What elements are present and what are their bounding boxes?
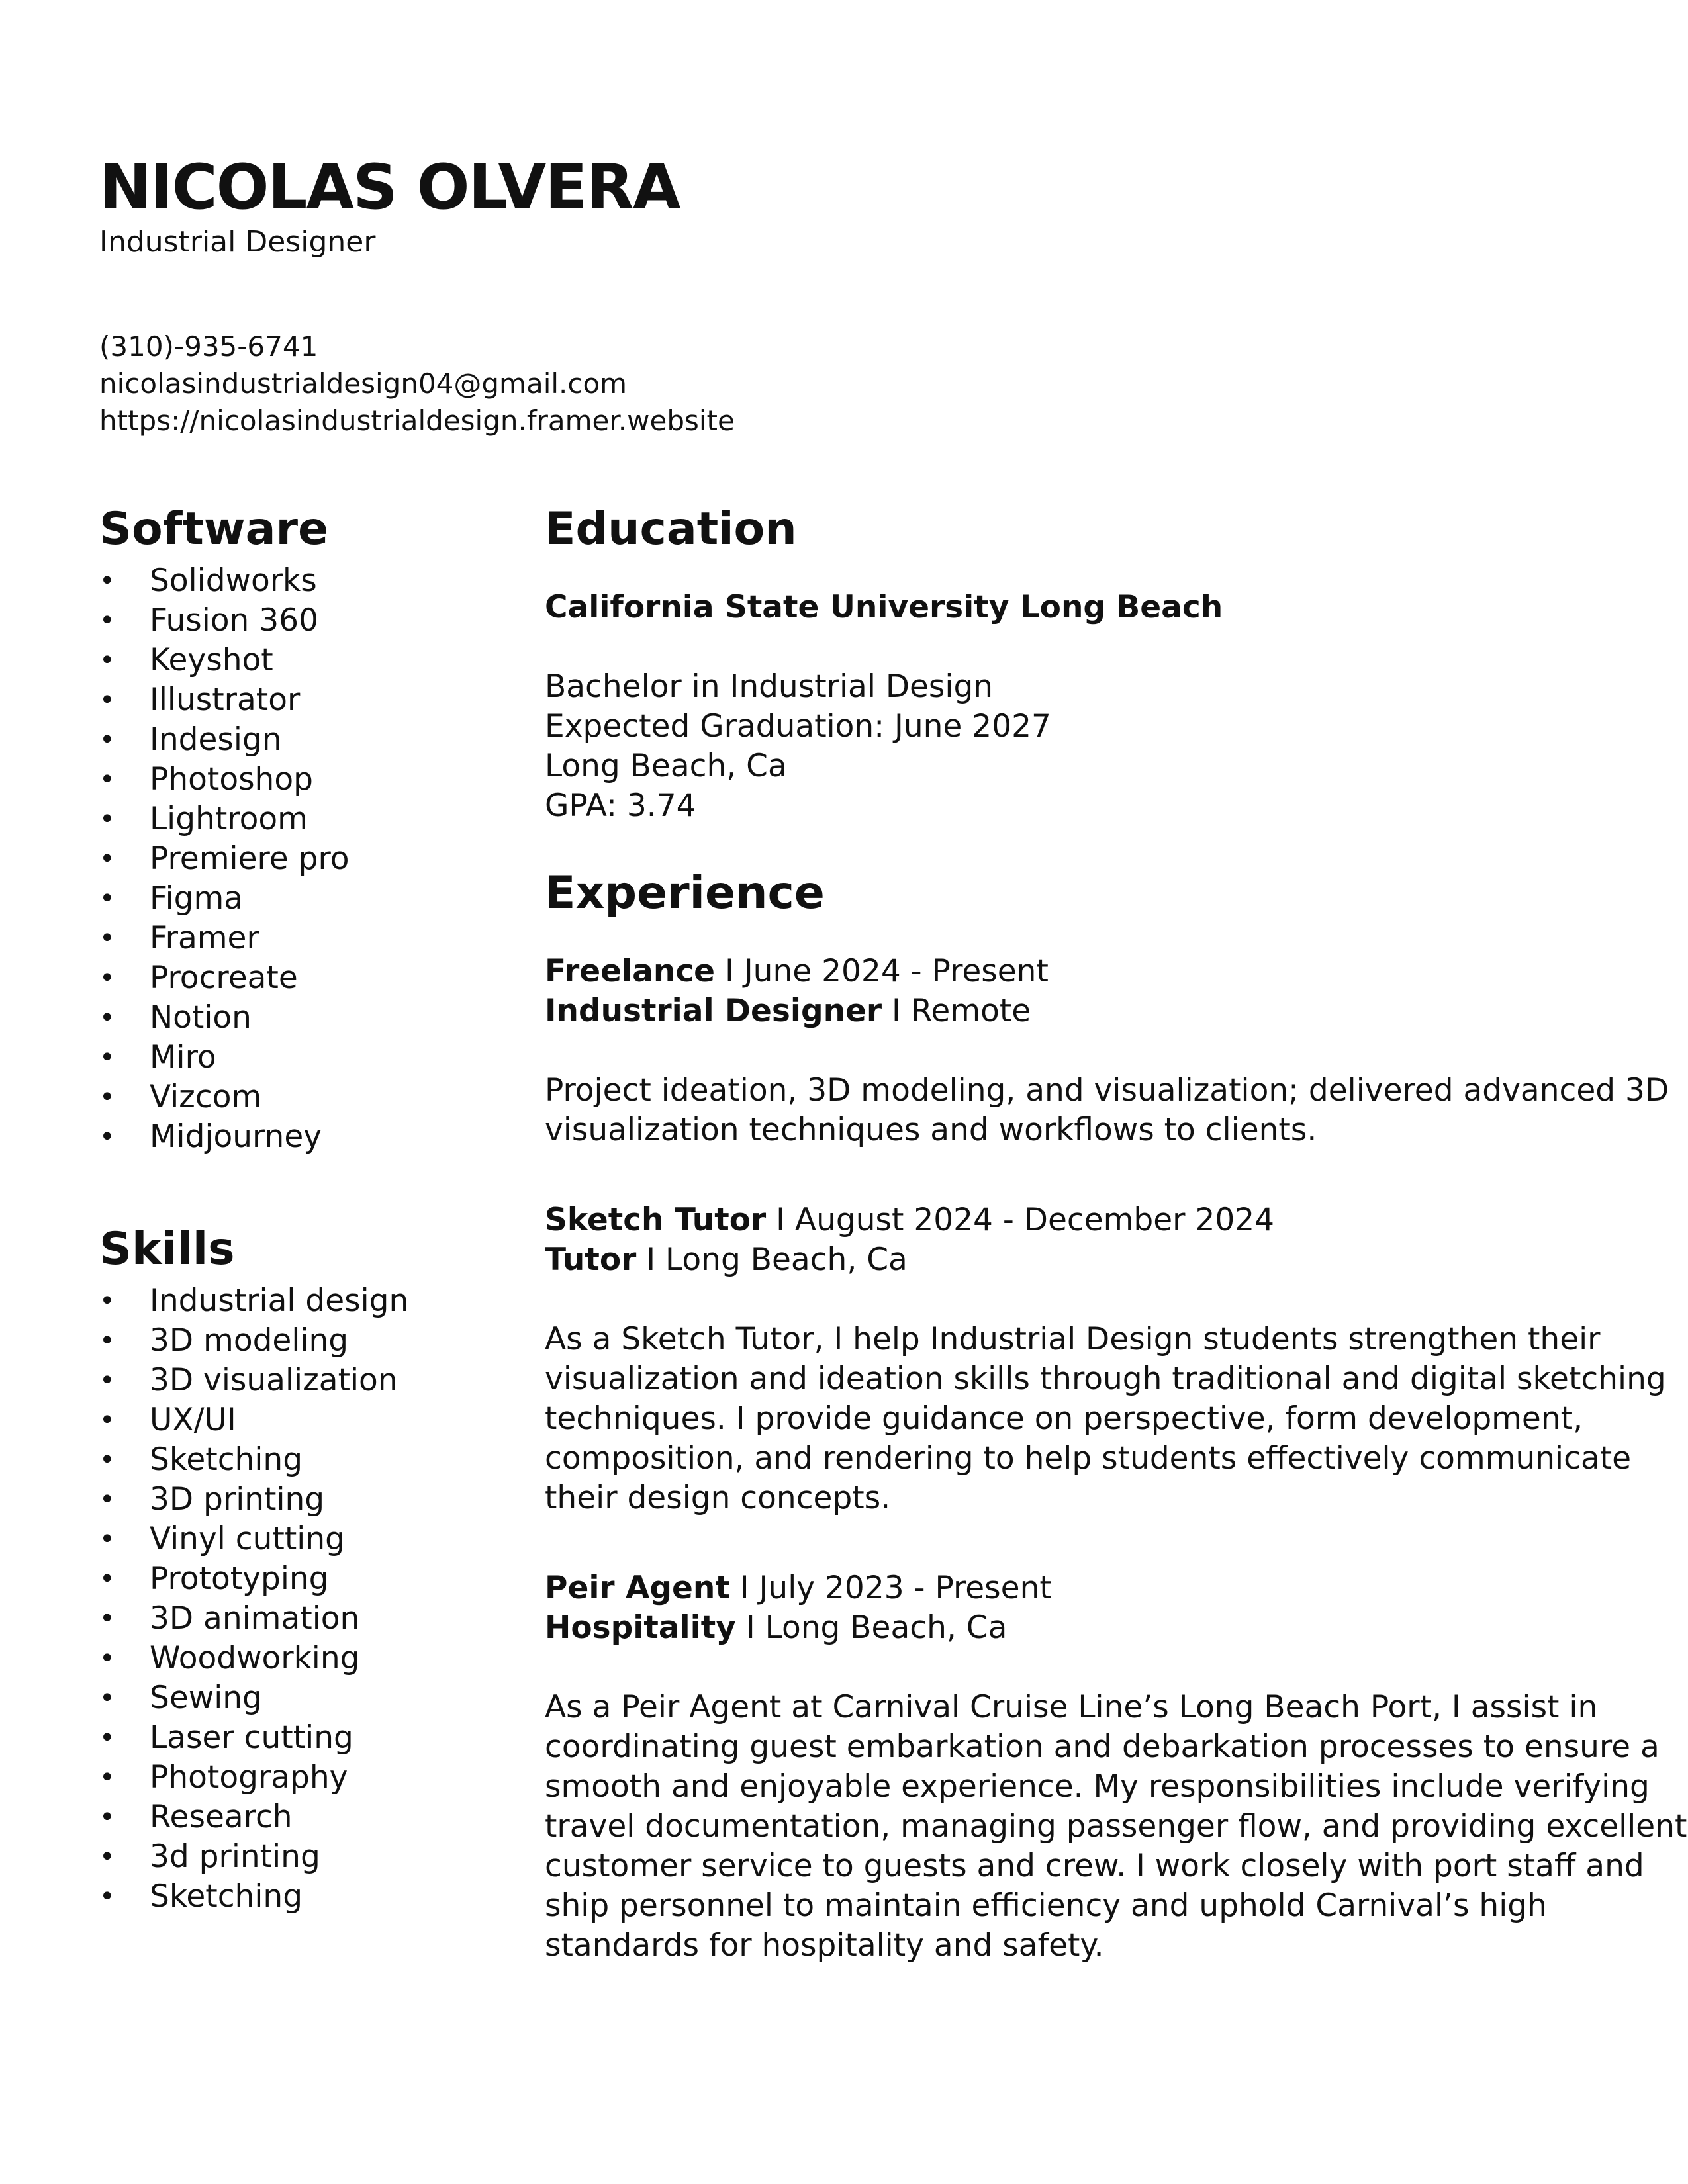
skill-item: • Sewing	[99, 1678, 496, 1718]
education-graduation: Expected Graduation: June 2027	[545, 708, 1051, 745]
bullet-icon: •	[99, 645, 115, 676]
skill-item: • Sketching	[99, 1877, 496, 1917]
bullet-icon: •	[99, 725, 115, 755]
job-dates: August 2024 - December 2024	[794, 1202, 1275, 1238]
bullet-icon: •	[99, 1802, 115, 1833]
education-heading: Education	[545, 503, 797, 555]
job-company-line	[545, 1569, 1604, 1608]
skill-item: • 3D printing	[99, 1480, 496, 1520]
skill-item: • Vinyl cutting	[99, 1520, 496, 1559]
bullet-icon: •	[99, 1326, 115, 1356]
job-location: Long Beach, Ca	[765, 1610, 1008, 1646]
job-description: As a Sketch Tutor, I help Industrial Design students strengthen their visualization and ideation skills through traditional and digital sketching techniques. I provide guidance on perspective, form development, composition, and rendering to help students effectively communicate their design concepts.	[545, 1321, 1666, 1516]
contact-website[interactable]: https://nicolasindustrialdesign.framer.website	[99, 404, 735, 437]
bullet-icon: •	[99, 1564, 115, 1594]
separator: I	[882, 993, 911, 1029]
bullet-icon: •	[99, 963, 115, 993]
education-gpa: GPA: 3.74	[545, 788, 696, 824]
experience-entry	[545, 1569, 1687, 1966]
bullet-icon: •	[99, 606, 115, 636]
software-item: • Notion	[99, 998, 496, 1038]
job-location: Remote	[910, 993, 1031, 1029]
education-school: California State University Long Beach	[545, 589, 1223, 625]
job-position-line	[545, 1240, 1604, 1280]
bullet-icon: •	[99, 1604, 115, 1634]
education-details	[545, 667, 1604, 826]
skill-item: • Industrial design	[99, 1281, 496, 1321]
job-description: Project ideation, 3D modeling, and visualization; delivered advanced 3D visualization techniques and workflows to clients.	[545, 1072, 1669, 1148]
bullet-icon: •	[99, 685, 115, 715]
bullet-icon: •	[99, 1683, 115, 1713]
person-role: Industrial Designer	[99, 225, 376, 259]
bullet-icon: •	[99, 1042, 115, 1073]
bullet-icon: •	[99, 1003, 115, 1033]
software-item: • Photoshop	[99, 760, 496, 799]
software-item: • Figma	[99, 879, 496, 919]
bullet-icon: •	[99, 923, 115, 954]
job-position: Industrial Designer	[545, 993, 882, 1029]
bullet-icon: •	[99, 1445, 115, 1475]
bullet-icon: •	[99, 1082, 115, 1113]
experience-heading: Experience	[545, 867, 825, 919]
software-item: • Midjourney	[99, 1117, 496, 1157]
skills-heading: Skills	[99, 1223, 235, 1275]
job-location: Long Beach, Ca	[665, 1242, 908, 1278]
bullet-icon: •	[99, 566, 115, 596]
software-item: • Solidworks	[99, 561, 496, 601]
contact-phone: (310)-935-6741	[99, 330, 318, 363]
bullet-icon: •	[99, 1524, 115, 1555]
separator: I	[715, 953, 744, 989]
bullet-icon: •	[99, 1842, 115, 1872]
skill-item: • Laser cutting	[99, 1718, 496, 1758]
bullet-icon: •	[99, 1723, 115, 1753]
bullet-icon: •	[99, 884, 115, 914]
job-position-line	[545, 1608, 1604, 1648]
job-dates: July 2023 - Present	[759, 1570, 1052, 1606]
job-company: Freelance	[545, 953, 716, 989]
software-item: • Keyshot	[99, 641, 496, 680]
bullet-icon: •	[99, 1405, 115, 1435]
bullet-icon: •	[99, 764, 115, 795]
job-company-line	[545, 952, 1604, 991]
bullet-icon: •	[99, 1484, 115, 1515]
skills-list	[99, 1281, 496, 1917]
software-item: • Premiere pro	[99, 839, 496, 879]
bullet-icon: •	[99, 804, 115, 835]
job-dates: June 2024 - Present	[743, 953, 1049, 989]
education-location: Long Beach, Ca	[545, 748, 787, 784]
skill-item: • 3D animation	[99, 1599, 496, 1639]
skill-item: • Woodworking	[99, 1639, 496, 1678]
job-position: Tutor	[545, 1242, 637, 1278]
software-item: • Indesign	[99, 720, 496, 760]
contact-block	[99, 328, 735, 439]
bullet-icon: •	[99, 844, 115, 874]
skill-item: • Prototyping	[99, 1559, 496, 1599]
bullet-icon: •	[99, 1122, 115, 1152]
software-heading: Software	[99, 503, 329, 555]
skill-item: • UX/UI	[99, 1400, 496, 1440]
bullet-icon: •	[99, 1762, 115, 1793]
bullet-icon: •	[99, 1882, 115, 1912]
separator: I	[735, 1610, 765, 1646]
job-position-line	[545, 991, 1604, 1031]
software-item: • Framer	[99, 919, 496, 958]
skill-item: • Sketching	[99, 1440, 496, 1480]
education-degree: Bachelor in Industrial Design	[545, 668, 994, 705]
software-item: • Lightroom	[99, 799, 496, 839]
skill-item: • Photography	[99, 1758, 496, 1797]
job-position: Hospitality	[545, 1610, 736, 1646]
resume-header	[99, 151, 680, 259]
left-column	[99, 498, 496, 1917]
bullet-icon: •	[99, 1365, 115, 1396]
software-item: • Procreate	[99, 958, 496, 998]
software-item: • Vizcom	[99, 1077, 496, 1117]
separator: I	[636, 1242, 666, 1278]
experience-entry	[545, 952, 1669, 1150]
job-company: Sketch Tutor	[545, 1202, 767, 1238]
bullet-icon: •	[99, 1643, 115, 1674]
right-column	[545, 498, 1687, 1966]
person-name: NICOLAS OLVERA	[99, 152, 680, 224]
separator: I	[729, 1570, 759, 1606]
software-item: • Illustrator	[99, 680, 496, 720]
separator: I	[766, 1202, 795, 1238]
skill-item: • 3d printing	[99, 1837, 496, 1877]
software-item: • Miro	[99, 1038, 496, 1077]
software-list	[99, 561, 496, 1157]
bullet-icon: •	[99, 1286, 115, 1316]
job-company-line	[545, 1201, 1604, 1240]
job-description: As a Peir Agent at Carnival Cruise Line’s Long Beach Port, I assist in coordinating guest embarkation and debarkation processes to ensure a smooth and enjoyable experience. My responsibilities include verifying travel documentation, managing passenger flow, and providing excellent customer service to guests and crew. I work closely with port staff and ship personnel to maintain efficiency and uphold Carnival’s high standards for hospitality and safety.	[545, 1689, 1687, 1964]
experience-entry	[545, 1201, 1666, 1518]
software-item: • Fusion 360	[99, 601, 496, 641]
skill-item: • Research	[99, 1797, 496, 1837]
skill-item: • 3D modeling	[99, 1321, 496, 1361]
job-company: Peir Agent	[545, 1570, 730, 1606]
contact-email[interactable]: nicolasindustrialdesign04@gmail.com	[99, 367, 628, 400]
skill-item: • 3D visualization	[99, 1361, 496, 1400]
